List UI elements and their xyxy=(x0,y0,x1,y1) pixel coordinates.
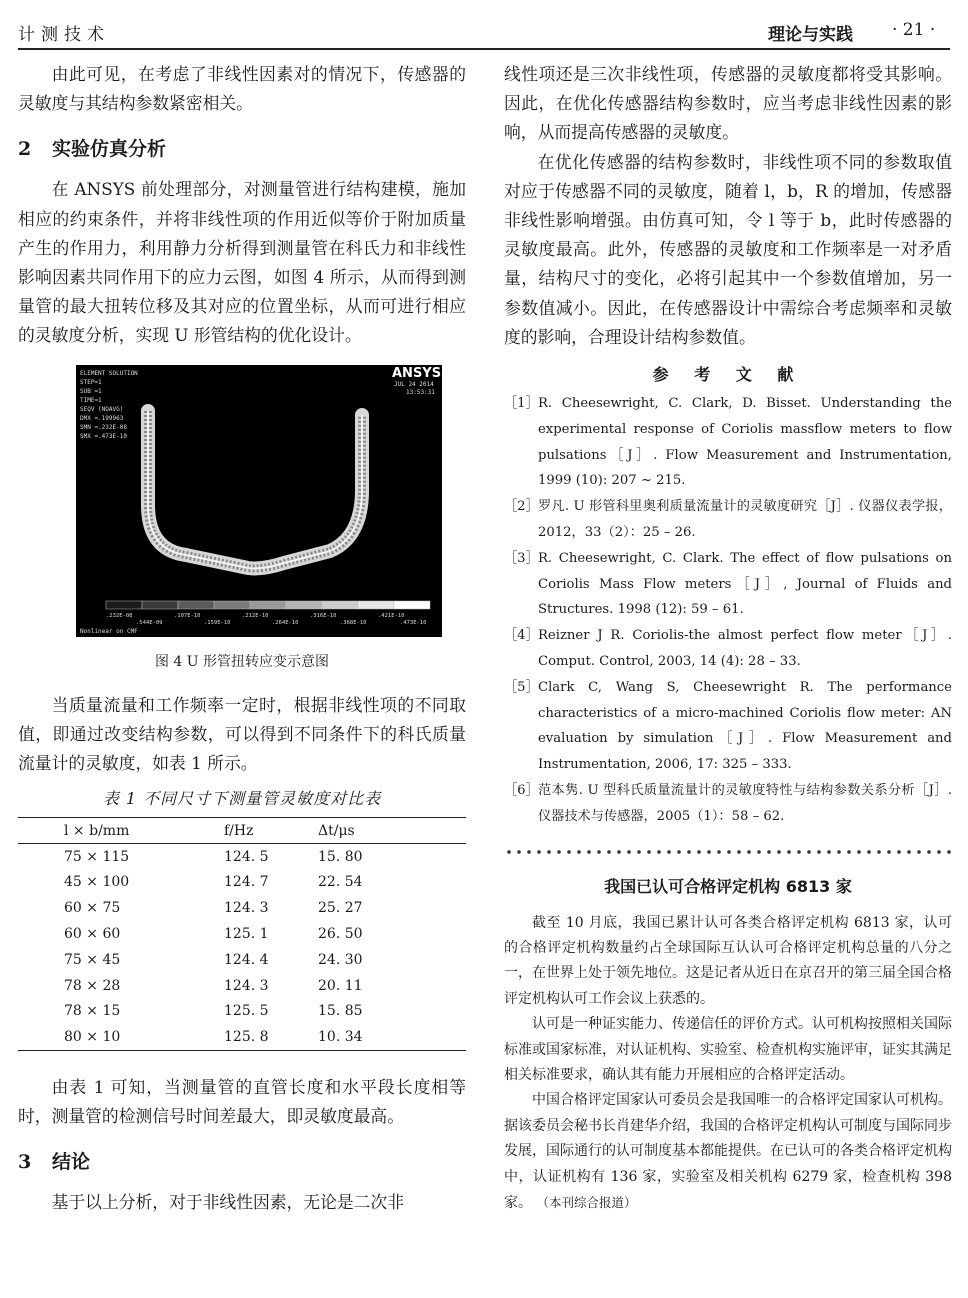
legend-swatch xyxy=(106,601,142,609)
news-paragraph: 认可是一种证实能力、传递信任的评价方式。认可机构按照相关国际标准或国家标准，对认证机构、实验室、检查机构实施评审，证实其满足相关标准要求，确认其有能力开展相应的合格评定活动。 xyxy=(504,1016,952,1084)
table-cell: 60 × 60 xyxy=(64,926,121,943)
section-number: 3 xyxy=(18,1151,32,1174)
table-cell: 124. 5 xyxy=(224,848,269,865)
table-cell: 15. 80 xyxy=(318,848,363,865)
table-cell: 22. 54 xyxy=(318,874,363,891)
reference-number: ［1］ xyxy=(504,396,539,412)
reference-item xyxy=(504,778,952,830)
table-row xyxy=(18,870,466,896)
legend-value: .473E-10 xyxy=(400,619,427,626)
solution-line: STEP=1 xyxy=(80,378,102,386)
legend-value: .264E-10 xyxy=(272,619,299,626)
reference-number: ［6］ xyxy=(504,782,539,798)
legend-value: .232E-08 xyxy=(106,612,133,619)
reference-text: Reizner J R. Coriolis-the almost perfect flow meter［J］. Comput. Control, 2003, 14 (4): 28 – 33. xyxy=(538,628,952,669)
left-column xyxy=(18,60,466,1217)
news-paragraph: 截至 10 月底，我国已累计认可各类合格评定机构 6813 家，认可的合格评定机构数量约占全球国际互认认可合格评定机构总量的八分之一，在世界上处于领先地位。这是记者从近日在京召开的第三届全国合格评定机构认可工作会议上获悉的。 xyxy=(504,914,952,1007)
paragraph: 由此可见，在考虑了非线性因素对的情况下，传感器的灵敏度与其结构参数紧密相关。 xyxy=(18,64,466,114)
table-row xyxy=(18,947,466,973)
plot-date: JUL 24 2014 xyxy=(394,380,434,388)
ansys-figure xyxy=(76,365,442,637)
table-cell: 125. 1 xyxy=(224,926,269,943)
table-cell: 75 × 115 xyxy=(64,848,130,865)
reference-text: R. Cheesewright, C. Clark, D. Bisset. Understanding the experimental response of Coriolis massflow meters to flow pulsations［J］. Flow Measurement and Instrumentation, 1999 (10): 207 ~ 215. xyxy=(538,396,952,489)
paragraph: 由表 1 可知，当测量管的直管长度和水平段长度相等时，测量管的检测信号时间差最大，即灵敏度最高。 xyxy=(18,1076,466,1126)
legend-swatch xyxy=(286,601,322,609)
reference-item xyxy=(504,494,952,546)
table-cell: 20. 11 xyxy=(318,977,363,994)
table-row xyxy=(18,973,466,999)
reference-text: 范本隽. U 型科氏质量流量计的灵敏度特性与结构参数关系分析［J］. 仪器技术与传感器，2005（1）：58 – 62. xyxy=(538,782,952,824)
table-cell: 80 × 10 xyxy=(18,1024,168,1050)
journal-name: 计测技术 xyxy=(18,25,110,45)
solution-line: SEQV (NOAVG) xyxy=(80,405,124,413)
table-cell: 124. 4 xyxy=(224,951,269,968)
table-header-row xyxy=(18,818,466,844)
right-column xyxy=(504,60,952,1216)
solution-line: SMN =.232E-08 xyxy=(80,423,127,431)
legend-swatch xyxy=(214,601,250,609)
legend-value: .368E-10 xyxy=(340,619,367,626)
ansys-plot xyxy=(76,365,442,637)
section-heading xyxy=(18,1147,466,1174)
solution-line: SMX =.473E-10 xyxy=(80,432,127,440)
news-title: 我国已认可合格评定机构 6813 家 xyxy=(604,876,852,896)
legend-swatch xyxy=(142,601,178,609)
table-cell: 124. 3 xyxy=(224,977,269,994)
table-cell: 45 × 100 xyxy=(64,874,130,891)
paragraph: 当质量流量和工作频率一定时，根据非线性项的不同取值，即通过改变结构参数，可以得到不同条件下的科氏质量流量计的灵敏度，如表 1 所示。 xyxy=(18,694,466,774)
section-name: 理论与实践 xyxy=(768,25,853,45)
table-cell: 125. 8 xyxy=(168,1024,318,1050)
reference-item xyxy=(504,391,952,494)
section-number: 2 xyxy=(18,138,32,161)
sensitivity-table xyxy=(18,817,466,1050)
figure-caption: 图 4 U 形管扭转应变示意图 xyxy=(154,653,330,670)
table-caption: 表 1 不同尺寸下测量管灵敏度对比表 xyxy=(102,789,382,809)
table-row xyxy=(18,1024,466,1050)
page-header xyxy=(0,0,968,52)
page-number: · 21 · xyxy=(892,20,936,40)
references-heading: 参 考 文 献 xyxy=(652,365,804,385)
header-rule xyxy=(18,48,950,50)
table-cell: 25. 27 xyxy=(318,900,363,917)
legend-swatch xyxy=(394,601,430,609)
column-header: Δt/μs xyxy=(318,818,466,844)
legend-value: .544E-09 xyxy=(136,619,163,626)
table-row xyxy=(18,895,466,921)
section-title: 实验仿真分析 xyxy=(52,138,167,161)
legend-value: .212E-10 xyxy=(242,612,269,619)
table-cell: 15. 85 xyxy=(318,1003,363,1020)
paragraph: 基于以上分析，对于非线性因素，无论是二次非 xyxy=(51,1192,405,1213)
column-header: f/Hz xyxy=(168,818,318,844)
solution-line: ELEMENT SOLUTION xyxy=(80,369,138,377)
paragraph: 线性项还是三次非线性项，传感器的灵敏度都将受其影响。因此，在优化传感器结构参数时，应当考虑非线性因素的影响，从而提高传感器的灵敏度。 xyxy=(504,64,952,143)
legend-swatch xyxy=(322,601,358,609)
reference-number: ［5］ xyxy=(504,679,539,695)
legend-value: .421E-10 xyxy=(378,612,405,619)
table-cell: 78 × 28 xyxy=(64,977,121,994)
solution-line: DMX =.199963 xyxy=(80,414,124,422)
section-heading xyxy=(18,134,466,161)
table-cell: 125. 5 xyxy=(224,1003,269,1020)
table-row xyxy=(18,999,466,1025)
legend-value: .316E-10 xyxy=(310,612,337,619)
reference-text: Clark C, Wang S, Cheesewright R. The performance characteristics of a micro-machined Coriolis flow meter: AN evaluation by simulation［J］. Flow Measurement and Instrumentation, 2006, 17: 325 – 333. xyxy=(538,679,952,773)
section-divider xyxy=(504,848,952,856)
table-cell: 75 × 45 xyxy=(64,951,121,968)
legend-value: .159E-10 xyxy=(204,619,231,626)
column-header: l × b/mm xyxy=(18,818,168,844)
table-row xyxy=(18,921,466,947)
reference-number: ［3］ xyxy=(504,550,539,566)
reference-item xyxy=(504,623,952,675)
reference-text: 罗凡. U 形管科里奥利质量流量计的灵敏度研究［J］. 仪器仪表学报，2012，33（2）：25 – 26. xyxy=(538,499,952,541)
table-cell: 60 × 75 xyxy=(64,900,121,917)
table-cell: 78 × 15 xyxy=(64,1003,121,1020)
news-paragraph xyxy=(504,1088,952,1216)
table-cell: 24. 30 xyxy=(318,951,363,968)
legend-value: .107E-10 xyxy=(174,612,201,619)
ansys-logo: ANSYS xyxy=(392,365,442,381)
reference-number: ［2］ xyxy=(504,499,539,515)
paragraph: 在 ANSYS 前处理部分，对测量管进行结构建模，施加相应的约束条件，并将非线性项的作用近似等价于附加质量产生的作用力，利用静力分析得到测量管在科氏力和非线性影响因素共同作用下的应力云图，如图 4 所示，从而得到测量管的最大扭转位移及其对应的位置坐标，从而可进行相应的灵敏度分析，实现 U 形管结构的优化设计。 xyxy=(18,179,466,346)
table-row xyxy=(18,844,466,870)
news-source: （本刊综合报道） xyxy=(536,1195,637,1211)
section-title: 结论 xyxy=(52,1151,91,1174)
legend-swatch xyxy=(250,601,286,609)
news-text: 中国合格评定国家认可委员会是我国唯一的合格评定国家认可机构。据该委员会秘书长肖建华介绍，我国的合格评定机构认可制度与国际同步发展，国际通行的认可制度基本都能提供。在已认可的各类合格评定机构中，认证机构有 136 家，实验室及相关机构 6279 家，检查机构 398 家。 xyxy=(504,1092,952,1212)
plot-time: 13:53:31 xyxy=(406,388,435,396)
legend-swatch xyxy=(358,601,394,609)
table-cell: 10. 34 xyxy=(318,1024,466,1050)
plot-footer: Nonlinear on CMF xyxy=(80,627,138,635)
solution-line: SUB =1 xyxy=(80,387,102,395)
table-cell: 124. 7 xyxy=(224,874,269,891)
table-cell: 124. 3 xyxy=(224,900,269,917)
reference-number: ［4］ xyxy=(504,628,539,644)
reference-item xyxy=(504,546,952,623)
legend-swatch xyxy=(178,601,214,609)
paragraph: 在优化传感器的结构参数时，非线性项不同的参数取值对应于传感器不同的灵敏度，随着 l，b，R 的增加，传感器非线性影响增强。由仿真可知，令 l 等于 b，此时传感器的灵敏度最高。此外，传感器的灵敏度和工作频率是一对矛盾量，结构尺寸的变化，必将引起其中一个参数值增加，另一参数值减小。因此，在传感器设计中需综合考虑频率和灵敏度的影响，合理设计结构参数值。 xyxy=(504,151,952,347)
reference-item xyxy=(504,675,952,778)
reference-text: R. Cheesewright, C. Clark. The effect of flow pulsations on Coriolis Mass Flow meters［J］, Journal of Fluids and Structures. 1998 (12): 59 – 61. xyxy=(538,550,952,618)
solution-line: TIME=1 xyxy=(80,396,102,404)
table-cell: 26. 50 xyxy=(318,926,363,943)
